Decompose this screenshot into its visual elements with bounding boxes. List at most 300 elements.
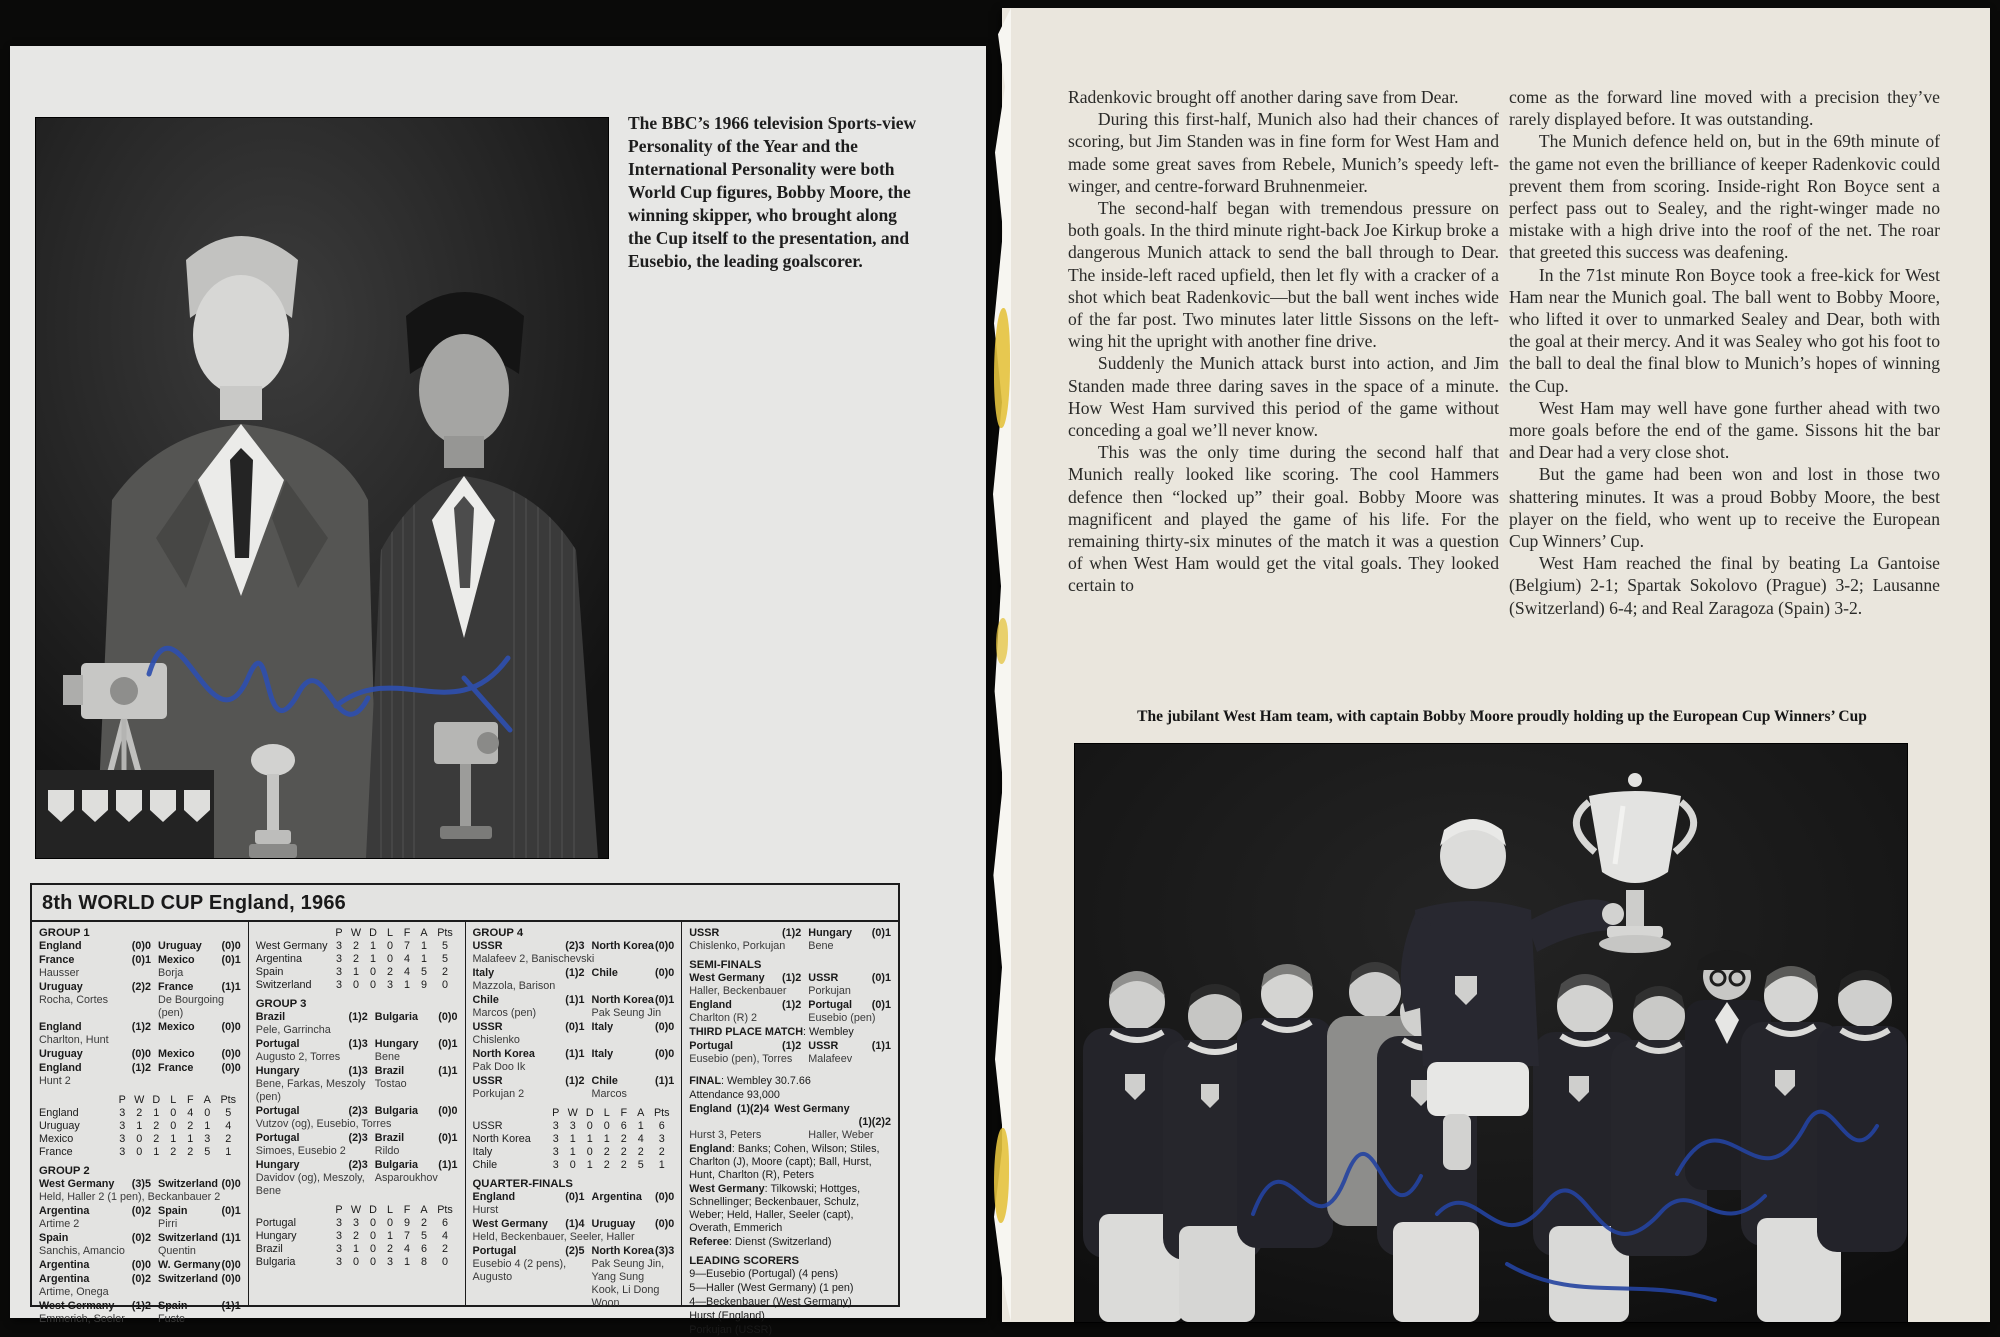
home-scorers: Eusebio 4 (2 pens), Augusto xyxy=(472,1258,567,1283)
results-column-3 xyxy=(466,922,683,1309)
match-text: Uruguay xyxy=(39,1048,83,1060)
standings-value: 2 xyxy=(153,1133,160,1145)
standings-value: 2 xyxy=(136,1107,143,1119)
match-scorers xyxy=(689,940,891,953)
match-scorers xyxy=(473,1231,675,1244)
standings-value: 0 xyxy=(369,1243,376,1255)
match-scoreline xyxy=(689,927,891,940)
table-section-heading: LEADING SCORERS xyxy=(689,1255,800,1267)
home-scorers: Mazzola, Barison xyxy=(472,980,556,992)
match-text: Uruguay xyxy=(39,981,83,993)
match-text: (0)0 xyxy=(655,1021,675,1033)
standings-value: L xyxy=(170,1094,177,1106)
standings-value: 2 xyxy=(352,1230,359,1242)
standings-value: 3 xyxy=(386,1256,393,1268)
standings-value: 1 xyxy=(153,1146,160,1158)
match-text: (0)1 xyxy=(565,1191,585,1203)
match-scoreline xyxy=(473,1191,675,1204)
match-result xyxy=(689,1103,891,1142)
match-text: (2)3 xyxy=(348,1132,368,1144)
world-cup-results-table xyxy=(30,883,900,1336)
standings-value: 2 xyxy=(386,1243,393,1255)
match-scorers xyxy=(473,1258,675,1310)
standings-value: 1 xyxy=(569,1146,576,1158)
away-scorers: Rildo xyxy=(374,1145,400,1157)
standings-value: A xyxy=(637,1107,645,1119)
standings-value: A xyxy=(420,1204,428,1216)
match-text: Switzerland xyxy=(158,1273,219,1285)
away-scorers: Marcos xyxy=(591,1088,627,1100)
match-text: West Germany xyxy=(39,1178,115,1190)
standings-row xyxy=(256,1230,458,1243)
standings-value: 1 xyxy=(352,966,359,978)
article-paragraph: Radenkovic brought off another daring save from Dear. xyxy=(1068,87,1459,107)
match-text: Hungary xyxy=(808,927,853,939)
match-text: France xyxy=(39,954,75,966)
match-text: (1)2 xyxy=(131,1062,151,1074)
match-text: (0)0 xyxy=(655,967,675,979)
standings-value: 3 xyxy=(335,1230,342,1242)
standings-value: 3 xyxy=(352,1217,359,1229)
match-text: (1)2 xyxy=(565,967,585,979)
standings-value: 3 xyxy=(552,1133,559,1145)
match-text: Italy xyxy=(591,1021,614,1033)
group-standings xyxy=(256,927,458,992)
standings-value: 2 xyxy=(352,953,359,965)
standings-value: F xyxy=(403,1204,411,1216)
match-scoreline xyxy=(39,1205,241,1218)
away-scorers: Porkujan xyxy=(808,985,851,997)
match-text: USSR xyxy=(472,940,503,952)
home-scorers: Porkujan 2 xyxy=(472,1088,525,1100)
match-text: (1)2 xyxy=(782,927,802,939)
match-text: North Korea xyxy=(591,994,654,1006)
standings-value: 3 xyxy=(335,966,342,978)
standings-row xyxy=(473,1159,675,1172)
standings-value: 5 xyxy=(441,940,448,952)
match-text: France xyxy=(158,981,194,993)
match-scoreline xyxy=(473,1218,675,1231)
match-text: Hungary xyxy=(374,1038,419,1050)
standings-row xyxy=(256,953,458,966)
home-scorers: Davidov (og), Meszoly, Bene xyxy=(255,1172,365,1197)
home-scorers: Hurst xyxy=(472,1204,499,1216)
standings-value: 3 xyxy=(658,1133,665,1145)
match-scoreline xyxy=(473,940,675,953)
standings-value: 3 xyxy=(204,1133,211,1145)
match-scoreline xyxy=(39,940,241,953)
match-scorers xyxy=(473,1204,675,1217)
match-scoreline xyxy=(256,1065,458,1078)
standings-value: 3 xyxy=(552,1120,559,1132)
match-text: England xyxy=(689,1103,732,1115)
match-result xyxy=(39,981,241,1020)
standings-value: 0 xyxy=(170,1120,177,1132)
standings-value: 4 xyxy=(187,1107,194,1119)
match-scorers xyxy=(39,967,241,980)
match-text: (1)2 xyxy=(782,999,802,1011)
standings-team: Argentina xyxy=(255,953,302,965)
match-scoreline xyxy=(473,1021,675,1034)
match-text: (1)2 xyxy=(782,972,802,984)
standings-value: 5 xyxy=(420,1230,427,1242)
match-scorers xyxy=(39,994,241,1020)
standings-value: 5 xyxy=(420,966,427,978)
standings-value: 1 xyxy=(403,1256,410,1268)
standings-team: Spain xyxy=(255,966,284,978)
standings-value: 1 xyxy=(420,953,427,965)
standings-row xyxy=(39,1133,241,1146)
match-result xyxy=(39,1273,241,1299)
standings-value: 3 xyxy=(335,940,342,952)
match-text: Argentina xyxy=(39,1205,90,1217)
standings-value: 6 xyxy=(620,1120,627,1132)
standings-value: 0 xyxy=(369,1217,376,1229)
home-scorers: Vutzov (og), Eusebio, Torres xyxy=(255,1118,392,1130)
match-scoreline xyxy=(689,972,891,985)
standings-value: 1 xyxy=(603,1133,610,1145)
article-paragraph: West Ham reached the final by beating La Gantoise (Belgium) 2-1; Spartak Sokolovo (Prague) 3-2; Lausanne (Switzerland) 6-4; and Real Zaragoza (Spain) 3-2. xyxy=(1509,553,1940,618)
match-text: (1)1 xyxy=(871,1040,891,1052)
match-scorers xyxy=(39,1286,241,1299)
match-result xyxy=(256,1132,458,1158)
match-text: Portugal xyxy=(472,1245,517,1257)
standings-value: 1 xyxy=(369,940,376,952)
standings-value: 2 xyxy=(603,1146,610,1158)
standings-value: 1 xyxy=(658,1159,665,1171)
standings-value: 4 xyxy=(441,1230,448,1242)
away-scorers: Malafeev xyxy=(808,1053,853,1065)
standings-row xyxy=(39,1107,241,1120)
match-text: Chile xyxy=(591,967,618,979)
match-result xyxy=(39,1062,241,1088)
match-scoreline xyxy=(473,967,675,980)
west-ham-team-photo xyxy=(1075,744,1907,1322)
match-result xyxy=(39,1205,241,1231)
match-text: North Korea xyxy=(591,940,654,952)
group-standings xyxy=(473,1107,675,1172)
standings-row xyxy=(256,1256,458,1269)
match-text: (3)5 xyxy=(131,1178,151,1190)
table-section-heading: SEMI-FINALS xyxy=(689,959,762,971)
match-result xyxy=(39,1178,241,1204)
standings-value: 2 xyxy=(225,1133,232,1145)
away-scorers: Pak Seung Jin xyxy=(591,1007,662,1019)
match-text: (0)0 xyxy=(221,940,241,952)
home-scorers: Chislenko xyxy=(472,1034,520,1046)
match-result xyxy=(689,927,891,953)
match-text: Italy xyxy=(472,967,495,979)
standings-value: 7 xyxy=(403,940,410,952)
standings-value: 1 xyxy=(386,1230,393,1242)
standings-value: 0 xyxy=(369,1230,376,1242)
standings-row xyxy=(473,1120,675,1133)
match-text: (1)1 xyxy=(221,1232,241,1244)
match-scoreline xyxy=(39,1048,241,1061)
match-scoreline xyxy=(39,1259,241,1272)
match-text: (0)1 xyxy=(131,954,151,966)
match-result xyxy=(473,1245,675,1310)
match-text: (0)1 xyxy=(655,994,675,1006)
standings-team: England xyxy=(39,1107,79,1119)
standings-value: 3 xyxy=(335,1217,342,1229)
home-scorers: Charlton, Hunt xyxy=(39,1034,109,1046)
standings-value: 8 xyxy=(420,1256,427,1268)
standings-value: Pts xyxy=(653,1107,670,1119)
group-standings xyxy=(39,1094,241,1159)
match-result xyxy=(473,1075,675,1101)
table-note: West Germany: Tilkowski; Hottges, Schnellinger; Beckenbauer, Schulz, Weber; Held, Haller, Seeler (capt), Overath, Emmerich xyxy=(689,1183,861,1234)
match-scoreline xyxy=(689,1103,891,1116)
match-text: (0)1 xyxy=(871,927,891,939)
group-standings xyxy=(256,1204,458,1269)
match-scoreline xyxy=(256,1159,458,1172)
standings-row xyxy=(256,1217,458,1230)
match-text: Portugal xyxy=(255,1105,300,1117)
away-scorers: Bene xyxy=(374,1051,400,1063)
match-scoreline xyxy=(39,1021,241,1034)
match-text: Mexico xyxy=(158,1048,195,1060)
match-text: (1)4 xyxy=(565,1218,585,1230)
left-page xyxy=(10,46,986,1336)
standings-value: L xyxy=(386,1204,393,1216)
standings-value: A xyxy=(203,1094,211,1106)
match-text: Uruguay xyxy=(158,940,202,952)
standings-value: 1 xyxy=(569,1133,576,1145)
match-text: (0)0 xyxy=(655,1218,675,1230)
match-text: (2)5 xyxy=(565,1245,585,1257)
away-scorers: Quentin xyxy=(158,1245,196,1257)
standings-row xyxy=(256,1204,458,1217)
match-scorers xyxy=(256,1024,458,1037)
standings-value: 0 xyxy=(352,1256,359,1268)
home-scorers: Sanchis, Amancio xyxy=(39,1245,125,1257)
standings-value: 5 xyxy=(441,953,448,965)
standings-value: 0 xyxy=(352,979,359,991)
match-scoreline xyxy=(39,954,241,967)
match-text: (0)1 xyxy=(871,999,891,1011)
table-note: 5—Haller (West Germany) (1 pen) xyxy=(689,1282,854,1294)
match-result xyxy=(39,1048,241,1061)
standings-value: D xyxy=(585,1107,594,1119)
standings-value: 6 xyxy=(441,1217,448,1229)
standings-team: USSR xyxy=(472,1120,503,1132)
standings-row xyxy=(473,1146,675,1159)
table-note: FINAL: Wembley 30.7.66 xyxy=(689,1075,811,1087)
table-note: 4—Beckenbauer (West Germany) xyxy=(689,1296,852,1308)
table-section-heading: GROUP 2 xyxy=(39,1165,90,1177)
match-text: (1)2 xyxy=(782,1040,802,1052)
home-scorers: Pak Doo Ik xyxy=(472,1061,526,1073)
home-scorers: Pele, Garrincha xyxy=(255,1024,331,1036)
photo-caption-right: The jubilant West Ham team, with captain Bobby Moore proudly holding up the European Cup Winners’ Cup xyxy=(1137,708,1867,725)
home-scorers: Hausser xyxy=(39,967,80,979)
standings-row xyxy=(39,1120,241,1133)
match-report-article xyxy=(1068,86,1940,619)
standings-row xyxy=(256,1243,458,1256)
standings-value: 6 xyxy=(420,1243,427,1255)
match-text: Argentina xyxy=(591,1191,642,1203)
standings-value: Pts xyxy=(437,1204,453,1216)
home-scorers: Hunt 2 xyxy=(39,1075,71,1087)
table-note: THIRD PLACE MATCH: Wembley xyxy=(689,1026,854,1038)
match-text: (0)0 xyxy=(655,940,675,952)
match-scorers xyxy=(473,953,675,966)
match-scoreline xyxy=(39,1178,241,1191)
home-scorers: Simoes, Eusebio 2 xyxy=(255,1145,346,1157)
standings-value: 3 xyxy=(119,1146,126,1158)
standings-value: 5 xyxy=(225,1107,232,1119)
match-text: West Germany xyxy=(774,1103,850,1115)
standings-value: 1 xyxy=(153,1107,160,1119)
standings-team: Chile xyxy=(472,1159,498,1171)
standings-value: 3 xyxy=(552,1146,559,1158)
table-note: Porkujan (USSR) xyxy=(689,1324,773,1336)
match-text: Portugal xyxy=(689,1040,734,1052)
match-text: W. Germany xyxy=(158,1259,221,1271)
match-result xyxy=(256,1159,458,1198)
match-text: Uruguay xyxy=(591,1218,636,1230)
away-scorers: Fuste xyxy=(158,1313,186,1325)
away-scorers: Tostao xyxy=(374,1078,407,1090)
standings-value: 2 xyxy=(420,1217,427,1229)
match-text: Switzerland xyxy=(158,1178,219,1190)
match-scorers xyxy=(689,1012,891,1025)
standings-value: 1 xyxy=(170,1133,177,1145)
torn-page-edge xyxy=(991,8,1011,1322)
results-table-columns xyxy=(32,922,898,1336)
standings-value: 4 xyxy=(403,966,410,978)
match-result xyxy=(473,1191,675,1217)
article-column-right xyxy=(1509,86,1940,619)
match-text: USSR xyxy=(472,1021,503,1033)
home-scorers: Augusto 2, Torres xyxy=(255,1051,341,1063)
standings-value: 6 xyxy=(658,1120,665,1132)
results-column-4 xyxy=(682,922,898,1336)
match-text: West Germany xyxy=(472,1218,548,1230)
standings-value: 0 xyxy=(603,1120,610,1132)
match-text: (1)1 xyxy=(655,1075,675,1087)
standings-value: 3 xyxy=(119,1107,126,1119)
match-scorers xyxy=(473,1061,675,1074)
table-note: Hurst (England) xyxy=(689,1310,765,1322)
standings-row xyxy=(256,927,458,940)
match-text: Portugal xyxy=(255,1038,300,1050)
match-text: (1)2 xyxy=(348,1011,368,1023)
standings-value: 0 xyxy=(386,940,393,952)
away-scorers: Bene xyxy=(808,940,834,952)
match-text: England xyxy=(472,1191,516,1203)
match-text: Italy xyxy=(591,1048,614,1060)
standings-row xyxy=(39,1094,241,1107)
standings-team xyxy=(473,1107,548,1120)
table-section-heading: GROUP 3 xyxy=(255,998,307,1010)
match-result xyxy=(39,940,241,953)
standings-value: F xyxy=(186,1094,194,1106)
standings-value: D xyxy=(369,927,377,939)
match-text: (0)0 xyxy=(221,1048,241,1060)
standings-value: F xyxy=(620,1107,628,1119)
match-text: (1)1 xyxy=(438,1065,458,1077)
match-text: Chile xyxy=(472,994,499,1006)
standings-value: 0 xyxy=(386,953,393,965)
standings-team xyxy=(39,1094,114,1107)
match-text: Mexico xyxy=(158,954,195,966)
match-text: Hungary xyxy=(255,1065,300,1077)
match-text: (0)0 xyxy=(221,1021,241,1033)
standings-value: 2 xyxy=(386,966,393,978)
article-paragraph: During this first-half, Munich also had their chances of scoring, but Jim Standen was in fine form for West Ham and made some great saves from Rebele, Munich’s speedy left-winger, and centre-forward Bruhnenmeier. xyxy=(1068,109,1499,196)
match-scoreline xyxy=(256,1011,458,1024)
match-scoreline xyxy=(689,999,891,1012)
match-text: (1)1 xyxy=(221,1300,241,1312)
match-text: (2)3 xyxy=(348,1159,368,1171)
article-paragraph: In the 71st minute Ron Boyce took a free-kick for West Ham near the Munich goal. The ball went to Bobby Moore, who lifted it over to unmarked Sealey and Dear, both with the goal at their mercy. And it was Sealey who got his foot to the ball to deal the final blow to Munich’s hopes of winning the Cup. xyxy=(1509,264,1940,396)
standings-value: W xyxy=(567,1107,578,1119)
match-text: Bulgaria xyxy=(374,1011,418,1023)
match-scorers xyxy=(689,1129,891,1142)
standings-value: 2 xyxy=(637,1146,644,1158)
match-scorers xyxy=(39,1075,241,1088)
match-result xyxy=(256,1011,458,1037)
results-column-1 xyxy=(32,922,249,1325)
match-text: Spain xyxy=(158,1205,188,1217)
match-scorers xyxy=(473,1034,675,1047)
match-scoreline xyxy=(473,1048,675,1061)
match-result xyxy=(473,1048,675,1074)
match-result xyxy=(689,999,891,1025)
match-scoreline xyxy=(256,1132,458,1145)
match-result xyxy=(256,1065,458,1104)
away-scorers: De Bourgoing (pen) xyxy=(158,994,225,1019)
match-text: (0)2 xyxy=(131,1273,151,1285)
match-text: (0)0 xyxy=(131,1259,151,1271)
away-scorers: Eusebio (pen) xyxy=(808,1012,876,1024)
standings-value: 0 xyxy=(441,1256,448,1268)
results-column-2 xyxy=(249,922,466,1305)
match-result xyxy=(473,967,675,993)
standings-row xyxy=(256,966,458,979)
home-scorers: Emmerich, Seeler xyxy=(39,1313,125,1325)
match-text: (2)2 xyxy=(131,981,151,993)
match-text: (0)1 xyxy=(438,1132,458,1144)
standings-value: F xyxy=(403,927,411,939)
match-text: (2)3 xyxy=(565,940,585,952)
away-scorers: Asparoukhov xyxy=(374,1172,438,1184)
away-scorers: Borja xyxy=(158,967,184,979)
match-scorers xyxy=(689,985,891,998)
match-result xyxy=(473,1218,675,1244)
standings-team: Uruguay xyxy=(39,1120,80,1132)
match-away-score: (1)(2)2 xyxy=(858,1116,891,1128)
match-scoreline xyxy=(39,1232,241,1245)
match-result xyxy=(39,1021,241,1047)
standings-row xyxy=(473,1133,675,1146)
match-text: (0)1 xyxy=(871,972,891,984)
match-text: (0)2 xyxy=(131,1232,151,1244)
match-result xyxy=(39,954,241,980)
match-result xyxy=(39,1232,241,1258)
match-text: Bulgaria xyxy=(374,1159,418,1171)
match-text: (1)1 xyxy=(565,994,585,1006)
match-scoreline xyxy=(689,1040,891,1053)
match-result xyxy=(473,994,675,1020)
match-text: Brazil xyxy=(374,1132,405,1144)
standings-value: 2 xyxy=(187,1146,194,1158)
match-scoreline xyxy=(256,1105,458,1118)
match-scoreline xyxy=(473,994,675,1007)
standings-value: 0 xyxy=(369,979,376,991)
